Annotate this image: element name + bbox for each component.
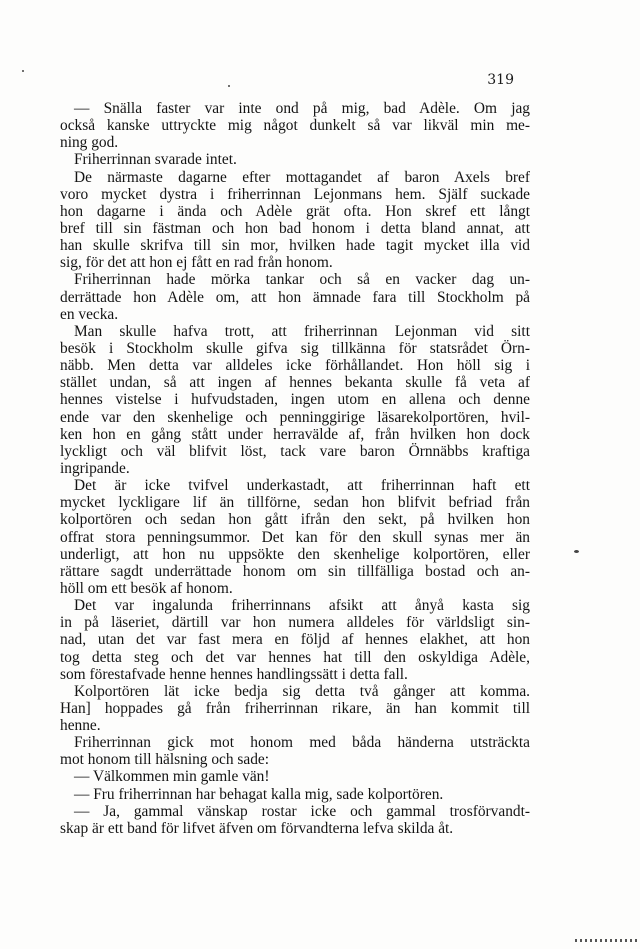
text-line: som förestafvade henne hennes handlingssätt i detta fall.	[60, 665, 408, 683]
text-line: Man skulle hafva trott, att friherrinnan Lejonman vid sitt	[74, 322, 530, 340]
text-line: ingripande.	[60, 459, 130, 477]
text-line: höll om ett besök af honom.	[60, 579, 233, 597]
text-line: ende var den skenhelige och penninggirige läsarekolportören, hvil-	[60, 408, 530, 426]
text-line: in på läseriet, därtill var hon numera alldeles för världsligt sin-	[60, 614, 530, 632]
text-line: mycket lyckligare lif än tillförne, sedan hon blifvit befriad från	[60, 494, 530, 512]
text-line: hennes vistelse i hufvudstaden, ingen utom en allena och denne	[60, 391, 530, 409]
text-line: han skulle skrifva till sin mor, hvilken hade tagit mycket illa vid	[60, 237, 530, 255]
speck-mark	[228, 85, 230, 87]
text-line: näbb. Men detta var alldeles icke förhållandet. Hon höll sig i	[60, 357, 530, 375]
text-line: kolportören och sedan hon gått ifrån den sekt, på hvilken hon	[60, 511, 530, 529]
text-line: Det är icke tvifvel underkastadt, att friherrinnan haft ett	[74, 477, 530, 495]
text-line: sig, för det att hon ej fått en rad från honom.	[60, 254, 333, 272]
text-line: — Snälla faster var inte ond på mig, bad Adèle. Om jag	[74, 100, 530, 117]
text-line: offrat stora penningsummor. Det kan för den skull synas mer än	[60, 528, 530, 546]
text-line: hon dagarne i ända och Adèle grät ofta. Hon skref ett långt	[60, 202, 530, 220]
edge-mark	[575, 939, 640, 942]
text-line: mot honom till hälsning och sade:	[60, 751, 270, 769]
text-line: — Ja, gammal vänskap rostar icke och gammal trosförvandt-	[74, 802, 530, 820]
text-line: Kolportören lät icke bedja sig detta två gånger att komma.	[74, 682, 530, 700]
text-line: — Fru friherrinnan har behagat kalla mig, sade kolportören.	[74, 785, 444, 803]
text-line: rättare sagdt underrättade honom om sin tillfälliga bostad och an-	[60, 562, 530, 580]
text-line: Han] hoppades gå från friherrinnan rikare, än han kommit till	[60, 699, 530, 717]
text-line: — Välkommen min gamle vän!	[74, 768, 270, 786]
text-line: ken hon en gång stått under herravälde af, från hvilken hon dock	[60, 425, 530, 443]
text-line: Friherrinnan gick mot honom med båda händerna utsträckta	[74, 734, 530, 752]
text-line: besök i Stockholm skulle gifva sig tillkänna för statsrådet Örn-	[60, 339, 530, 357]
speck-mark	[574, 550, 579, 553]
text-line: underligt, att hon nu uppsökte den skenhelige kolportören, eller	[60, 545, 530, 563]
text-line: Det var ingalunda friherrinnans afsikt att ånyå kasta sig	[74, 597, 530, 615]
text-line: henne.	[60, 717, 101, 735]
body-text	[60, 100, 530, 837]
text-line: skap är ett band för lifvet äfven om förvandterna lefva skilda åt.	[60, 819, 454, 837]
speck-mark	[22, 70, 24, 72]
text-line: nad, utan det var fast mera en följd af hennes elakhet, att hon	[60, 631, 530, 649]
text-line: en vecka.	[60, 305, 119, 323]
text-line: stället undan, så att ingen af hennes bekanta skulle få veta af	[60, 374, 530, 392]
page-number: 319	[487, 72, 514, 88]
text-line: lyckligt och väl blifvit löst, tack vare baron Örnnäbbs kraftiga	[60, 442, 530, 460]
text-line: bref till sin fästman och hon bad honom i detta bland annat, att	[60, 219, 530, 237]
text-line: De närmaste dagarne efter mottagandet af baron Axels bref	[74, 168, 530, 186]
text-line: tog detta steg och det var hennes hat till den oskyldiga Adèle,	[60, 648, 530, 666]
text-line: ning god.	[60, 134, 119, 152]
text-line: Friherrinnan svarade intet.	[74, 151, 237, 169]
text-line: voro mycket dystra i friherrinnan Lejonmans hem. Själf suckade	[60, 185, 530, 203]
text-line: Friherrinnan hade mörka tankar och så en vacker dag un-	[74, 271, 530, 289]
text-line: också kanske uttryckte mig något dunkelt så var likväl min me-	[60, 117, 530, 135]
text-line: derrättade hon Adèle om, att hon ämnade fara till Stockholm på	[60, 288, 530, 306]
